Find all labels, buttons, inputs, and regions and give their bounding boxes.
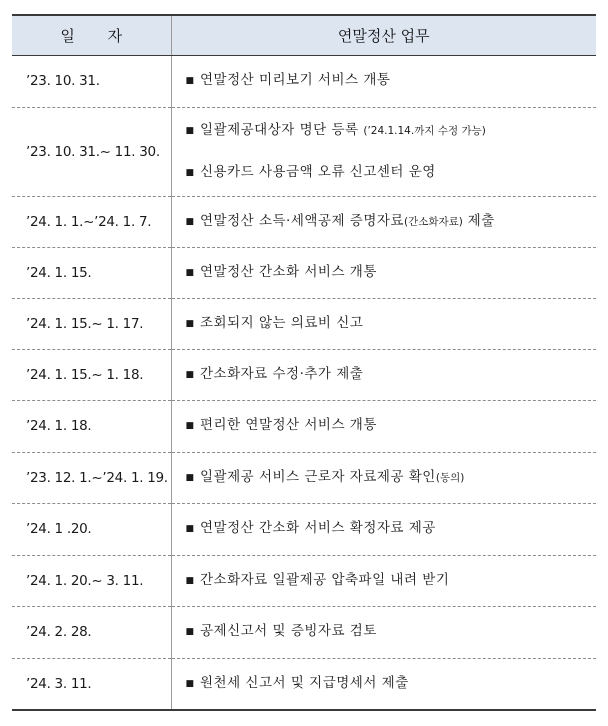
task-text: 간소화자료 일괄제공 압축파일 내려 받기: [200, 571, 450, 588]
task-cell: [171, 606, 596, 658]
task-text: 연말정산 간소화 서비스 확정자료 제공: [200, 520, 436, 536]
square-bullet-icon: ■: [185, 267, 195, 278]
task-item: [186, 673, 597, 695]
task-cell: [171, 196, 596, 247]
task-text: 편리한 연말정산 서비스 개통: [200, 417, 377, 433]
schedule-rows: [12, 55, 596, 710]
date-cell: ’24. 1. 15.~ 1. 18.: [12, 349, 171, 400]
task-text: 조회되지 않는 의료비 신고: [200, 314, 364, 331]
date-cell: ’24. 3. 11.: [12, 658, 171, 710]
date-cell: ’24. 1. 1.~’24. 1. 7.: [12, 196, 171, 247]
task-item: [186, 570, 597, 592]
task-cell: [171, 247, 596, 298]
date-cell: ’24. 1 .20.: [12, 503, 171, 555]
task-note: (간소화자료): [403, 215, 463, 228]
task-text: 연말정산 소득·세액공제 증명자료: [200, 212, 404, 229]
task-item: [186, 120, 597, 142]
task-text: 신용카드 사용금액 오류 신고센터 운영: [200, 163, 436, 180]
square-bullet-icon: ■: [185, 76, 195, 86]
table-row: [12, 247, 596, 298]
date-cell: ’24. 1. 18.: [12, 400, 171, 452]
table-row: [12, 196, 596, 247]
table-row: [12, 298, 596, 349]
task-note: (동의): [435, 471, 465, 484]
square-bullet-icon: ■: [185, 318, 195, 329]
table-row: [12, 55, 596, 107]
square-bullet-icon: ■: [185, 421, 195, 431]
task-note: (’24.1.14.까지 수정 가능): [363, 124, 486, 137]
table-row: [12, 606, 596, 658]
task-item: [186, 364, 597, 386]
task-item: [186, 467, 597, 489]
task-item: [186, 211, 597, 233]
task-item: [186, 621, 597, 643]
square-bullet-icon: ■: [185, 369, 195, 380]
task-cell: [171, 298, 596, 349]
date-cell: ’24. 1. 15.~ 1. 17.: [12, 298, 171, 349]
task-cell: [171, 503, 596, 555]
task-cell: [171, 349, 596, 400]
date-cell: ’23. 10. 31.~ 11. 30.: [12, 107, 171, 196]
square-bullet-icon: ■: [185, 678, 195, 689]
task-text: 일괄제공대상자 명단 등록: [200, 121, 364, 138]
task-text: 연말정산 간소화 서비스 개통: [200, 263, 377, 280]
task-text: 일괄제공 서비스 근로자 자료제공 확인: [200, 468, 436, 485]
square-bullet-icon: ■: [185, 216, 195, 227]
table-row: [12, 452, 596, 503]
header-row: [12, 15, 596, 55]
task-text-suffix: 제출: [462, 212, 495, 229]
square-bullet-icon: ■: [185, 167, 195, 178]
table-row: [12, 349, 596, 400]
date-column-header: 일 자: [12, 15, 171, 55]
task-cell: [171, 400, 596, 452]
date-cell: ’24. 1. 20.~ 3. 11.: [12, 555, 171, 606]
square-bullet-icon: ■: [185, 125, 195, 136]
table-row: [12, 107, 596, 196]
task-item: [186, 262, 597, 284]
date-cell: ’24. 2. 28.: [12, 606, 171, 658]
task-text: 연말정산 미리보기 서비스 개통: [200, 72, 391, 88]
task-text: 공제신고서 및 증빙자료 검토: [200, 623, 377, 639]
square-bullet-icon: ■: [185, 472, 195, 483]
table-row: [12, 658, 596, 710]
task-item: [186, 70, 597, 92]
task-cell: [171, 555, 596, 606]
task-text: 간소화자료 수정·추가 제출: [200, 365, 364, 382]
task-item: [186, 162, 597, 184]
task-text: 원천세 신고서 및 지급명세서 제출: [200, 674, 409, 691]
square-bullet-icon: ■: [185, 627, 195, 637]
table-row: [12, 555, 596, 606]
task-column-header: 연말정산 업무: [171, 15, 596, 55]
date-cell: ’24. 1. 15.: [12, 247, 171, 298]
date-cell: ’23. 10. 31.: [12, 55, 171, 107]
task-item: [186, 518, 597, 540]
table-row: [12, 400, 596, 452]
task-cell: [171, 107, 596, 196]
task-cell: [171, 452, 596, 503]
task-cell: [171, 658, 596, 710]
table-row: [12, 503, 596, 555]
schedule-table: [12, 14, 596, 711]
task-cell: [171, 55, 596, 107]
square-bullet-icon: ■: [185, 524, 195, 534]
date-cell: ’23. 12. 1.~’24. 1. 19.: [12, 452, 171, 503]
task-item: [186, 415, 597, 437]
square-bullet-icon: ■: [185, 575, 195, 586]
task-item: [186, 313, 597, 335]
